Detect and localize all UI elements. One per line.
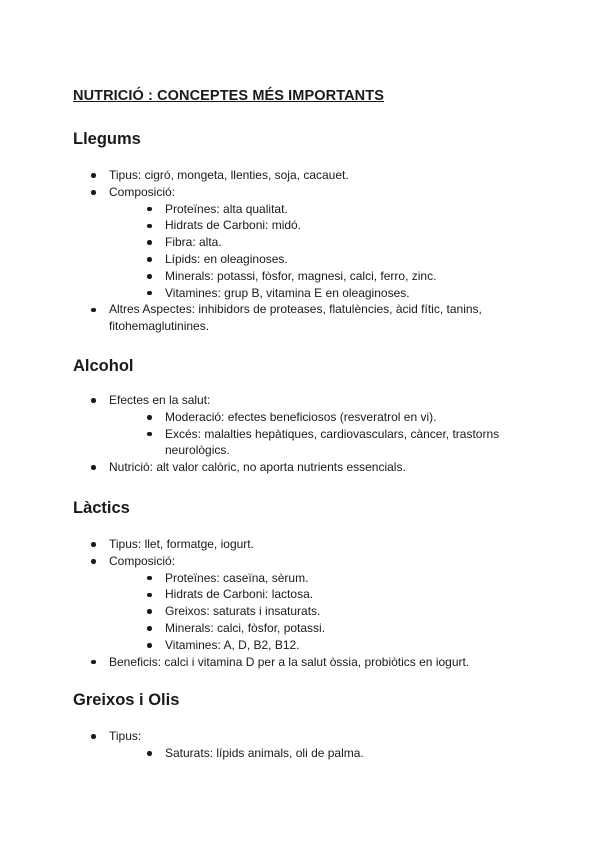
list-item: Efectes en la salut: Moderació: efectes beneficiosos (resveratrol en vi). Excés: malalties hepàtiques, cardiovasculars, càncer, trastorns neurològics. xyxy=(91,392,521,459)
sublist-item: Excés: malalties hepàtiques, cardiovasculars, càncer, trastorns neurològics. xyxy=(147,426,521,460)
sublist-item: Vitamines: A, D, B2, B12. xyxy=(147,637,521,654)
list-item: Nutrició: alt valor calòric, no aporta nutrients essencials. xyxy=(91,459,521,476)
sublist-item: Proteïnes: caseïna, sèrum. xyxy=(147,570,521,587)
section-heading-greixos-i-olis: Greixos i Olis xyxy=(73,691,180,709)
sublist-item: Greixos: saturats i insaturats. xyxy=(147,603,521,620)
sublist-item: Proteïnes: alta qualitat. xyxy=(147,201,521,218)
sublist-item: Moderació: efectes beneficiosos (resveratrol en vi). xyxy=(147,409,521,426)
sublist-item: Minerals: potassi, fòsfor, magnesi, calci, ferro, zinc. xyxy=(147,268,521,285)
sublist xyxy=(109,570,521,654)
list-item: Composició: Proteïnes: caseïna, sèrum. Hidrats de Carboni: lactosa. Greixos: saturats i insaturats. Minerals: calci, fòsfor, potassi. Vitamines: A, D, B2, B12. xyxy=(91,553,521,654)
list-item: Tipus: Saturats: lípids animals, oli de palma. xyxy=(91,728,521,762)
document-title: NUTRICIÓ : CONCEPTES MÉS IMPORTANTS xyxy=(73,88,384,104)
section-list-llegums xyxy=(91,167,521,335)
list-item: Tipus: cigró, mongeta, llenties, soja, cacauet. xyxy=(91,167,521,184)
list-item: Altres Aspectes: inhibidors de proteases, flatulències, àcid fític, tanins, fitohemaglutinines. xyxy=(91,301,521,335)
sublist-item: Vitamines: grup B, vitamina E en oleaginoses. xyxy=(147,285,521,302)
sublist-item: Saturats: lípids animals, oli de palma. xyxy=(147,745,521,762)
section-list-greixos-i-olis xyxy=(91,728,521,762)
section-list-alcohol xyxy=(91,392,521,476)
list-item: Composició: Proteïnes: alta qualitat. Hidrats de Carboni: midó. Fibra: alta. Lípids: en oleaginoses. Minerals: potassi, fòsfor, magnesi, calci, ferro, zinc. Vitamines: grup B, vitamina E en oleaginoses. xyxy=(91,184,521,302)
sublist-item: Hidrats de Carboni: lactosa. xyxy=(147,586,521,603)
sublist-item: Fibra: alta. xyxy=(147,234,521,251)
section-heading-lactics: Làctics xyxy=(73,499,130,517)
list-item: Tipus: llet, formatge, iogurt. xyxy=(91,536,521,553)
sublist-item: Minerals: calci, fòsfor, potassi. xyxy=(147,620,521,637)
list-item: Beneficis: calci i vitamina D per a la salut òssia, probiòtics en iogurt. xyxy=(91,654,521,671)
sublist-item: Lípids: en oleaginoses. xyxy=(147,251,521,268)
sublist-item: Hidrats de Carboni: midó. xyxy=(147,217,521,234)
section-heading-llegums: Llegums xyxy=(73,130,141,148)
section-list-lactics xyxy=(91,536,521,670)
section-heading-alcohol: Alcohol xyxy=(73,357,134,375)
sublist xyxy=(109,201,521,302)
sublist xyxy=(109,745,521,762)
sublist xyxy=(109,409,521,459)
